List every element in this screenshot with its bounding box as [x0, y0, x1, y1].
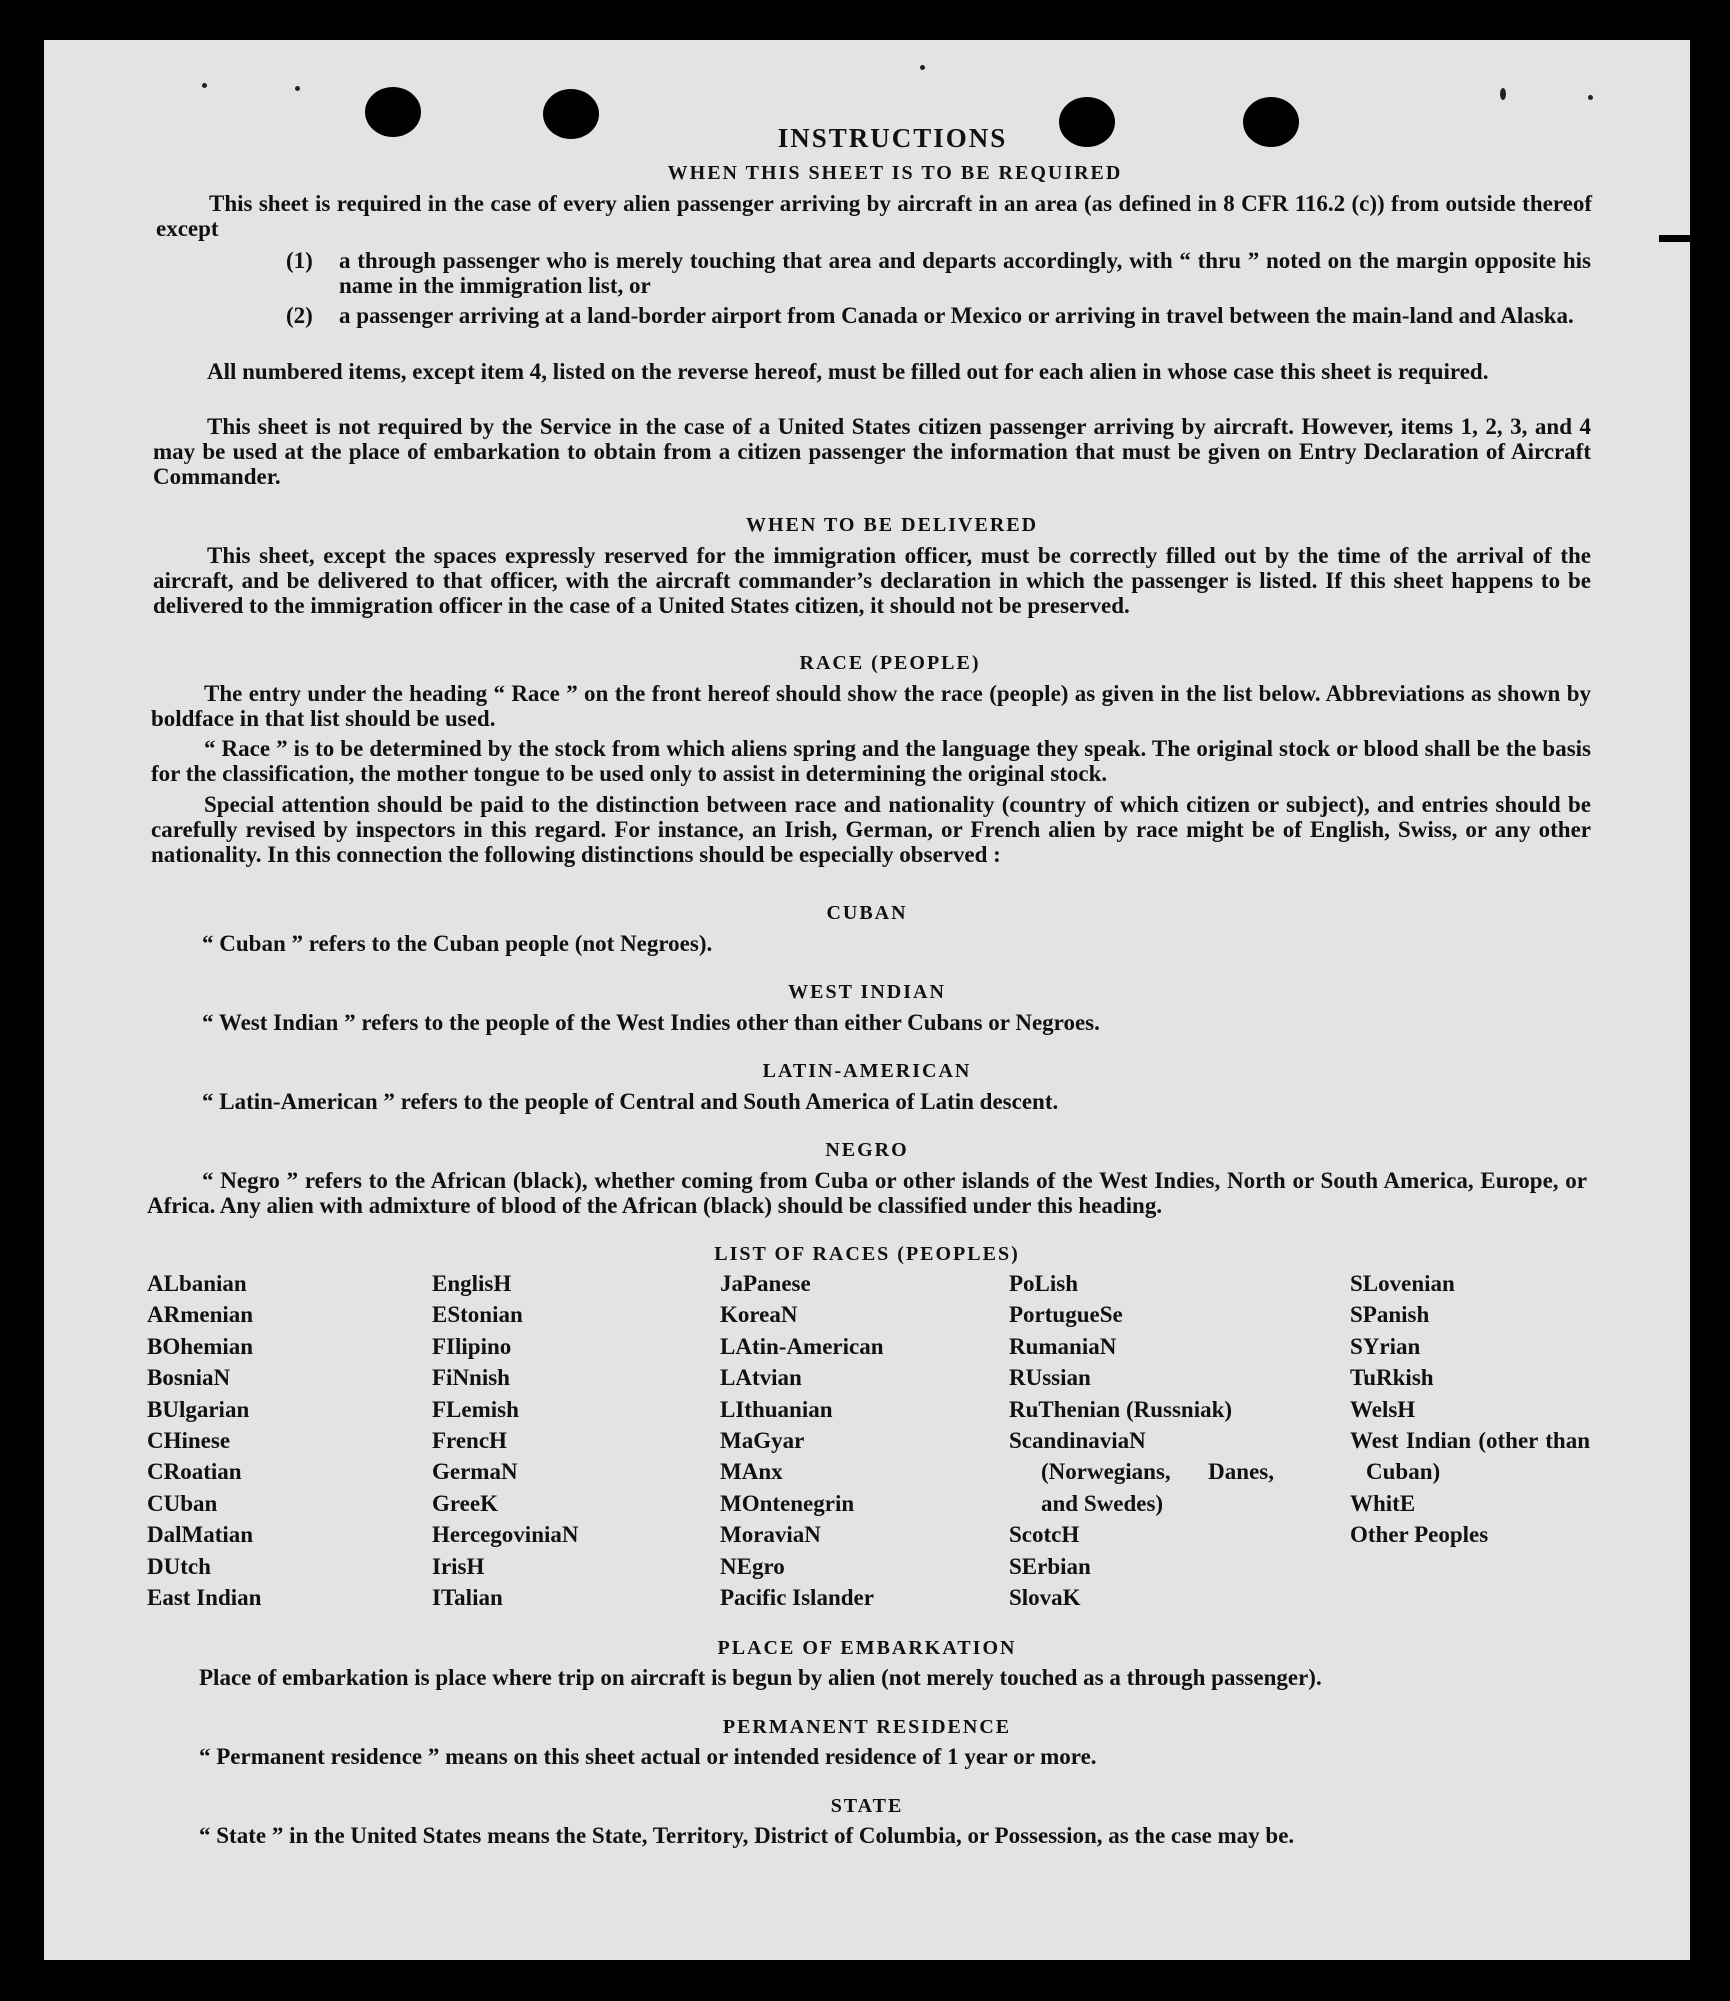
race-list-item: BosniaN — [147, 1365, 231, 1391]
residence-text: “ Permanent residence ” means on this sheet actual or intended residence of 1 year or more. — [199, 1744, 1097, 1769]
punch-hole — [365, 87, 421, 137]
race-list-item: Other Peoples — [1350, 1522, 1489, 1548]
race-list-item: EnglisH — [432, 1271, 512, 1296]
negro-text: “ Negro ” refers to the African (black), whether coming from Cuba or other islands of the West Indies, North or South America, Europe, or Africa. Any alien with admixture of blood of the African (black) should be classified under this heading. — [147, 1168, 1587, 1218]
heading-race-list: LIST OF RACES (PEOPLES) — [714, 1243, 1020, 1265]
race-list-item: RuThenian (Russniak) — [1009, 1396, 1233, 1422]
required-p1-block — [156, 191, 1592, 241]
punch-hole — [1243, 97, 1299, 147]
race-list-item: SlovaK — [1009, 1585, 1081, 1611]
required-p3: This sheet is not required by the Service in the case of a United States citizen passenger arriving by aircraft. However, items 1, 2, 3, and 4 may be used at the place of embarkation to obtain from a citizen passenger the information that must be given on Entry Declaration of Aircraft Commander. — [153, 414, 1591, 489]
race-list-item: LAtvian — [720, 1365, 802, 1391]
race-list-item: BOhemian — [147, 1333, 254, 1359]
race-list-item: WelsH — [1350, 1396, 1416, 1422]
page-title: INSTRUCTIONS — [777, 123, 1008, 153]
race-list-item: ScandinaviaN (Norwegians, Danes, and Swedes) — [1009, 1428, 1274, 1516]
race-list-item: JaPanese — [720, 1271, 811, 1296]
required-p1: This sheet is required in the case of every alien passenger arriving by aircraft in an area (as defined in 8 CFR 116.2 (c)) from outside thereof except — [156, 191, 1592, 241]
race-list-item: LIthuanian — [720, 1396, 833, 1422]
race-list-item: DalMatian — [147, 1522, 254, 1548]
race-column-5 — [1350, 1268, 1590, 1551]
race-list-item: SErbian — [1009, 1553, 1091, 1579]
race-list-item: GermaN — [432, 1459, 518, 1485]
race-list-item: SPanish — [1350, 1302, 1430, 1328]
item2-number: (2) — [286, 303, 313, 328]
race-p3-block — [151, 792, 1591, 867]
west-indian-text: “ West Indian ” refers to the people of the West Indies other than either Cubans or Negroes. — [202, 1010, 1100, 1035]
race-list-item: RUssian — [1009, 1365, 1091, 1391]
race-list-item: FLemish — [432, 1396, 519, 1422]
speck — [920, 65, 925, 70]
race-list-item: East Indian — [147, 1585, 262, 1611]
race-column-1 — [147, 1268, 397, 1613]
race-list-item: BUlgarian — [147, 1396, 250, 1422]
race-list-item: MAnx — [720, 1459, 783, 1485]
required-p3-block — [153, 414, 1591, 489]
west-indian-block — [202, 1010, 1582, 1035]
state-block — [199, 1823, 1599, 1848]
race-list-item: ARmenian — [147, 1302, 254, 1328]
race-list-item: CUban — [147, 1490, 218, 1516]
race-list-item: FrencH — [432, 1428, 507, 1454]
race-list-item: KoreaN — [720, 1302, 798, 1328]
race-list-item: FIlipino — [432, 1333, 512, 1359]
state-text: “ State ” in the United States means the State, Territory, District of Columbia, or Possession, as the case may be. — [199, 1823, 1295, 1848]
race-p1: The entry under the heading “ Race ” on the front hereof should show the race (people) as given in the list below. Abbreviations as shown by boldface in that list should be used. — [151, 681, 1591, 731]
heading-residence: PERMANENT RESIDENCE — [722, 1716, 1012, 1738]
race-list-item: EStonian — [432, 1302, 523, 1328]
race-list-item: SYrian — [1350, 1333, 1421, 1359]
race-list-item: West Indian (other than Cuban) — [1350, 1428, 1590, 1485]
race-column-3 — [720, 1268, 990, 1613]
latin-american-text: “ Latin-American ” refers to the people of Central and South America of Latin descent. — [202, 1089, 1059, 1114]
heading-embarkation: PLACE OF EMBARKATION — [717, 1637, 1017, 1659]
race-list-item: NEgro — [720, 1553, 785, 1579]
item1-number: (1) — [286, 248, 313, 273]
race-list-item: TuRkish — [1350, 1365, 1434, 1391]
race-column-2 — [432, 1268, 692, 1613]
heading-race: RACE (PEOPLE) — [799, 652, 981, 674]
speck — [202, 83, 207, 88]
latin-american-block — [202, 1089, 1582, 1114]
speck — [1588, 95, 1593, 100]
race-column-4 — [1009, 1268, 1274, 1613]
heading-state: STATE — [830, 1795, 904, 1817]
race-list-item: IrisH — [432, 1553, 485, 1579]
race-list-item: PortugueSe — [1009, 1302, 1123, 1328]
race-p2: “ Race ” is to be determined by the stock from which aliens spring and the language they speak. The original stock or blood shall be the basis for the classification, the mother tongue to be used only to assist in determining the original stock. — [151, 736, 1591, 786]
delivered-p1: This sheet, except the spaces expressly reserved for the immigration officer, must be correctly filled out by the time of the arrival of the aircraft, and be delivered to that officer, with the aircraft commander’s declaration in which the passenger is listed. If this sheet happens to be delivered to the immigration officer in the case of a United States citizen, it should not be preserved. — [153, 543, 1591, 618]
race-list-item: Pacific Islander — [720, 1585, 874, 1611]
race-list-item: MaGyar — [720, 1428, 805, 1454]
race-list-item: MoraviaN — [720, 1522, 821, 1548]
heading-required: WHEN THIS SHEET IS TO BE REQUIRED — [667, 162, 1123, 184]
race-list-item: ScotcH — [1009, 1522, 1080, 1548]
race-p2-block — [151, 736, 1591, 786]
heading-latin-american: LATIN-AMERICAN — [762, 1060, 972, 1082]
edge-mark — [1659, 235, 1695, 242]
race-p3: Special attention should be paid to the distinction between race and nationality (country of which citizen or subject), and entries should be carefully revised by inspectors in this regard. For instance, an Irish, German, or French alien by race might be of English, Swiss, or any other nationality. In this connection the following distinctions should be especially observed : — [151, 792, 1591, 867]
speck — [1500, 88, 1506, 100]
race-list-item: SLovenian — [1350, 1271, 1455, 1296]
item1-block — [339, 248, 1591, 298]
embarkation-text: Place of embarkation is place where trip on aircraft is begun by alien (not merely touched as a through passenger). — [199, 1665, 1322, 1690]
cuban-text: “ Cuban ” refers to the Cuban people (not Negroes). — [202, 931, 713, 956]
heading-delivered: WHEN TO BE DELIVERED — [745, 514, 1039, 536]
race-list-item: CRoatian — [147, 1459, 242, 1485]
race-list-item: DUtch — [147, 1553, 211, 1579]
race-list-item: WhitE — [1350, 1490, 1416, 1516]
residence-block — [199, 1744, 1599, 1769]
race-list-item: HercegoviniaN — [432, 1522, 579, 1548]
item1-text: a through passenger who is merely touching that area and departs accordingly, with “ thru ” noted on the margin opposite his name in the immigration list, or — [339, 248, 1591, 298]
race-list-item: CHinese — [147, 1428, 231, 1454]
heading-cuban: CUBAN — [826, 902, 908, 924]
race-list-item: ALbanian — [147, 1271, 247, 1296]
negro-block — [147, 1168, 1587, 1218]
punch-hole — [543, 89, 599, 139]
heading-negro: NEGRO — [825, 1139, 909, 1161]
item2-block — [339, 303, 1591, 328]
race-p1-block — [151, 681, 1591, 731]
race-list-item: PoLish — [1009, 1271, 1079, 1296]
speck — [295, 86, 300, 91]
race-list-item: MOntenegrin — [720, 1490, 855, 1516]
required-p2: All numbered items, except item 4, listed on the reverse hereof, must be filled out for each alien in whose case this sheet is required. — [207, 359, 1489, 384]
required-p2-block — [153, 359, 1591, 384]
delivered-block — [153, 543, 1591, 618]
race-list-item: FiNnish — [432, 1365, 510, 1391]
heading-west-indian: WEST INDIAN — [788, 981, 946, 1003]
race-list-item: GreeK — [432, 1490, 498, 1516]
race-list-item: ITalian — [432, 1585, 503, 1611]
embarkation-block — [199, 1665, 1599, 1690]
race-list-item: LAtin-American — [720, 1333, 884, 1359]
item2-text: a passenger arriving at a land-border airport from Canada or Mexico or arriving in travel between the main-land and Alaska. — [339, 303, 1574, 328]
cuban-block — [202, 931, 1502, 956]
race-list-item: RumaniaN — [1009, 1333, 1117, 1359]
